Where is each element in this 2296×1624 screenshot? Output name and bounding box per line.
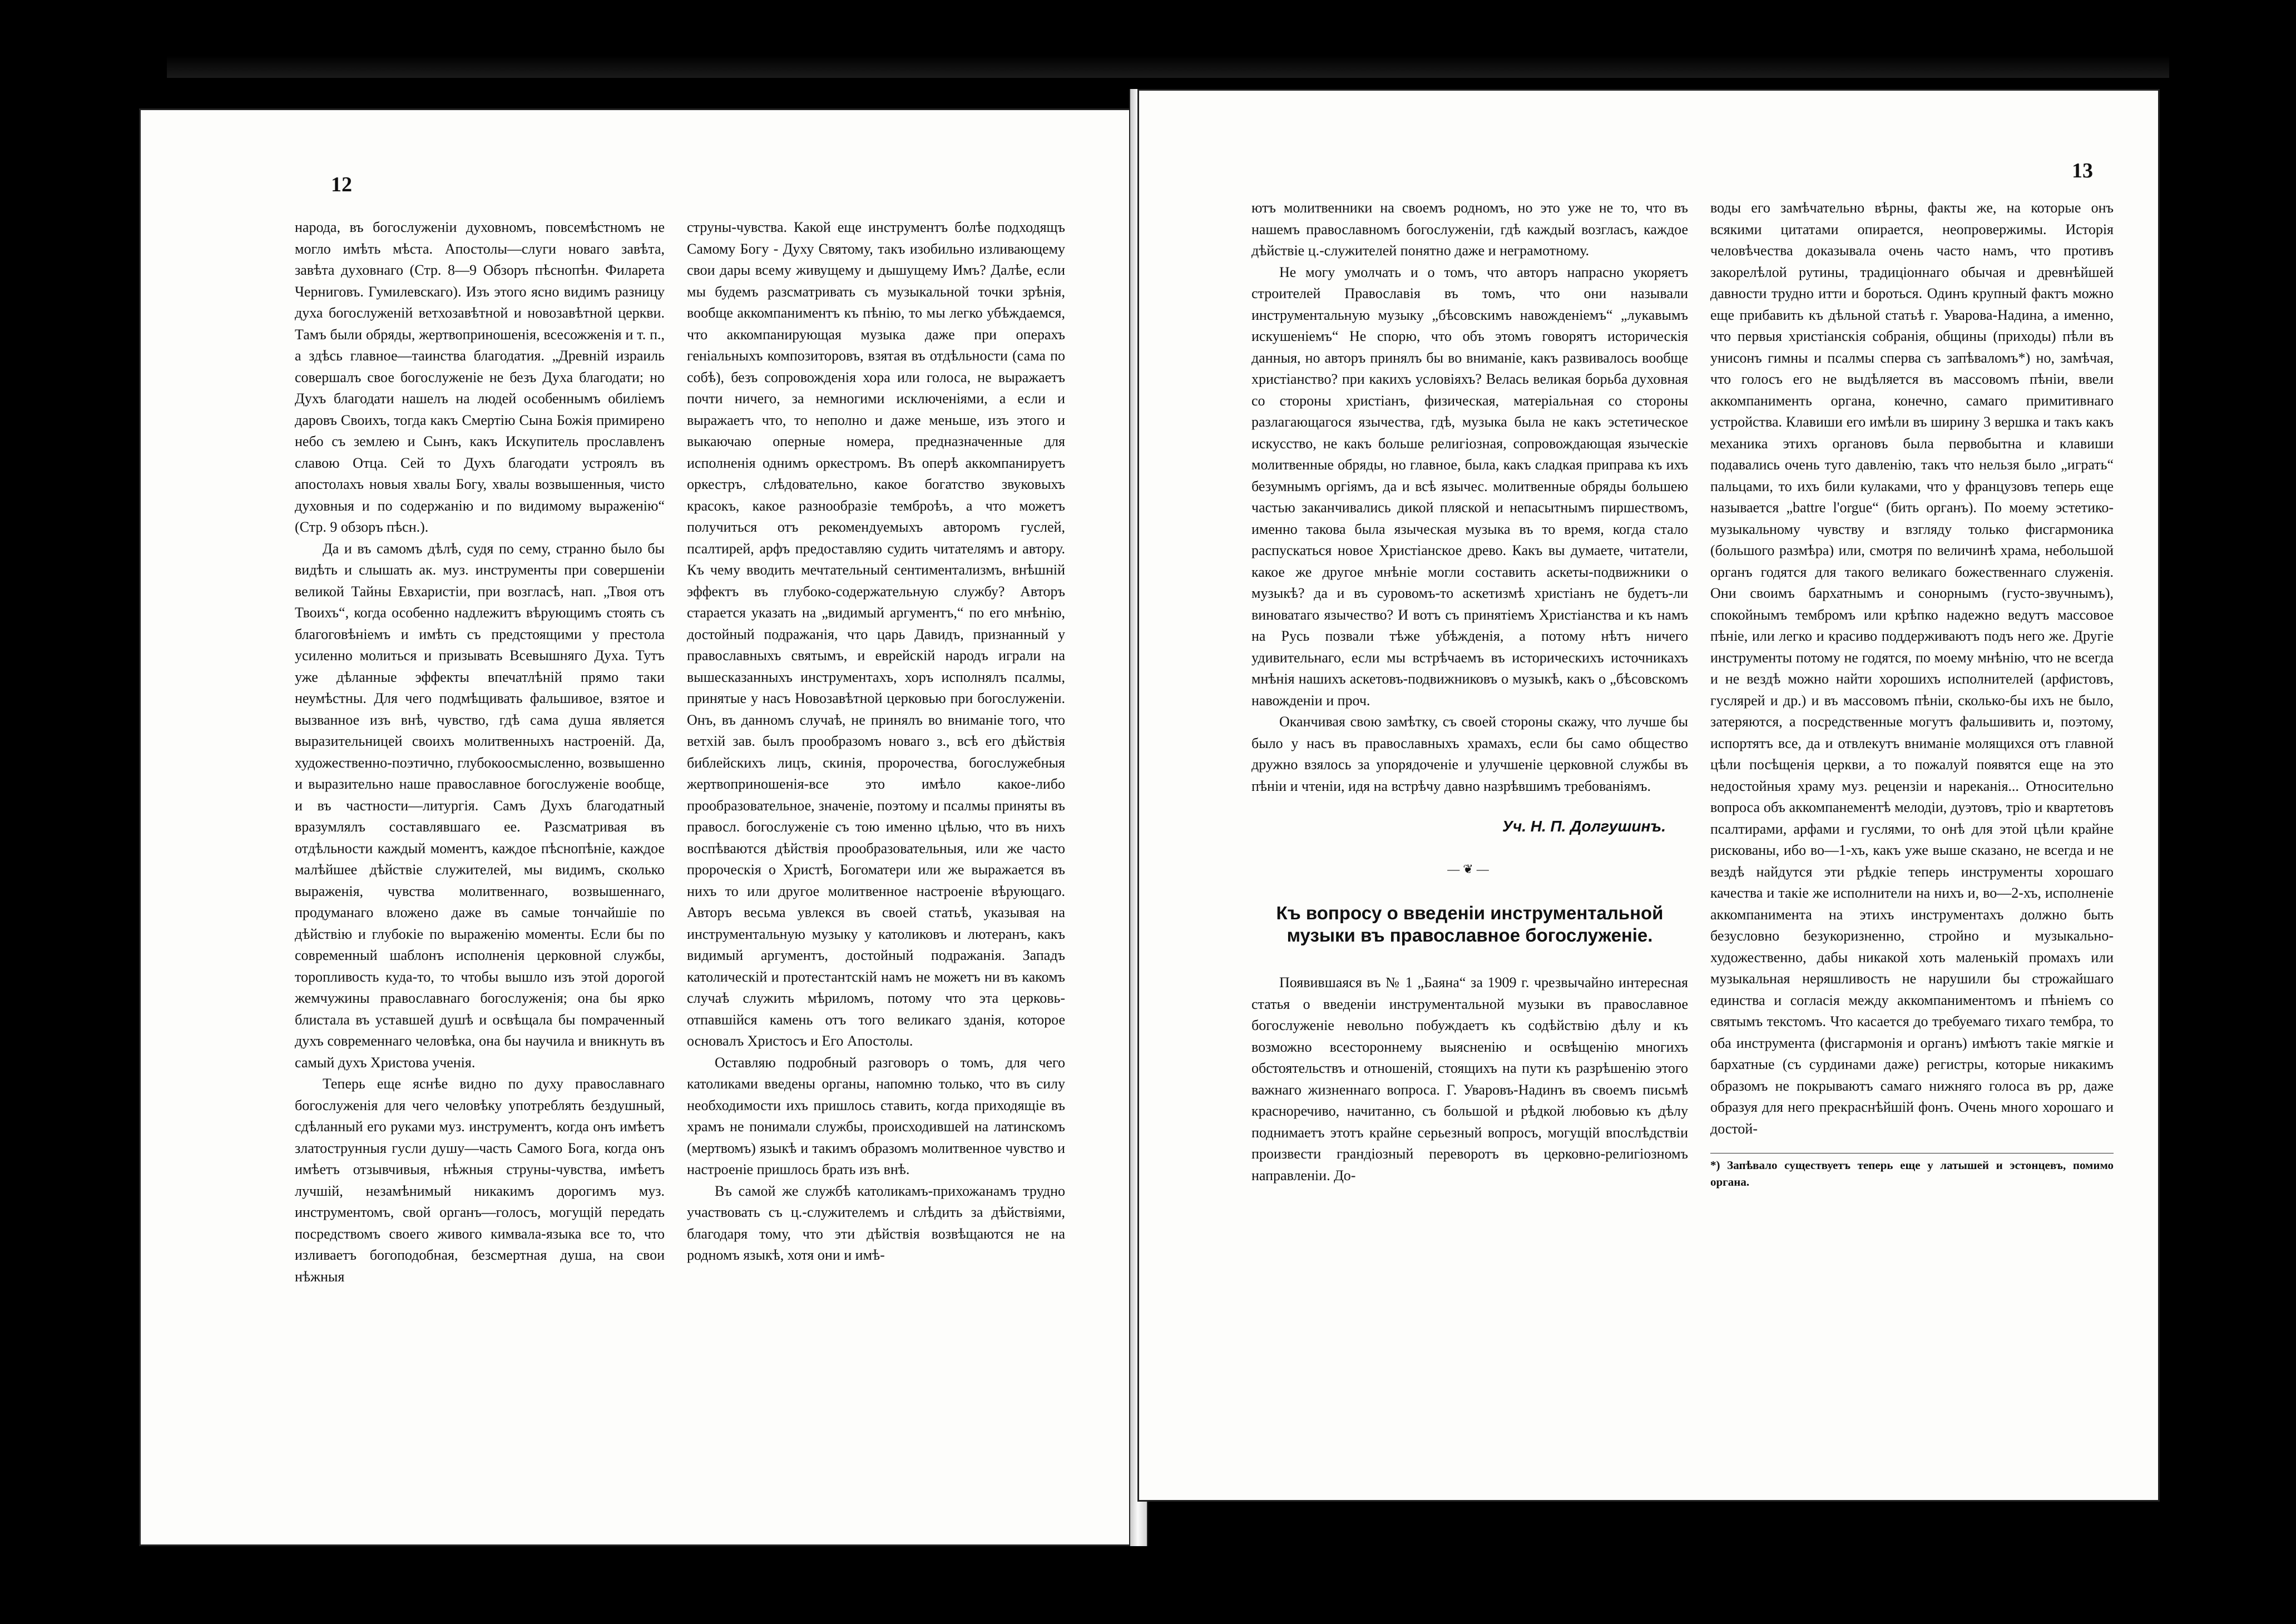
paragraph: Не могу умолчать и о томъ, что авторъ напрасно укоряетъ строителей Православія въ томъ, что они называли инструментальную музыку „бѣсовскимъ навожденіемъ“ „лукавымъ искушеніемъ“ Не спорю, что объ этомъ говорятъ историческія данныя, но авторъ принялъ бы во вниманіе, какъ развивалось вообще христіанство? при какихъ условіяхъ? Велась великая борьба духовная со стороны христіанъ, физическая, матеріальная со стороны разлагающагося язычества, гдѣ, музыка была не какъ эстетическое искусство, не какъ больше религіозная, сопровождающая языческіе молитвенные обряды, но главное, была, какъ сладкая приправа къ ихъ безумнымъ оргіямъ, да и всѣ язычес. молитвенные обряды большею частью заканчивались дикой пляской и непасытнымъ пиршествомъ, именно такова была языческая музыка въ то время, когда стало распускаться новое Христіанское древо. Какъ вы думаете, читатели, какое же другое мнѣніе могли составить аскеты-подвижники о музыкѣ? да и въ суровомъ-то аскетизмѣ христіанъ не будетъ-ли виноватаго язычество? И вотъ съ принятіемъ Христіанства и къ намъ на Русь позвали тѣже убѣжденія, а потому нѣтъ ничего удивительнаго, если мы встрѣчаемъ въ историческихъ источникахъ мнѣнія нашихъ аскетовъ-подвижниковъ о музыкѣ, какъ о „бѣсовскомъ навожденіи и проч. [1251, 264, 1688, 709]
paragraph: Въ самой же службѣ католикамъ-прихожанамъ трудно участвовать съ ц.-служителемъ и слѣдить за дѣйствіями, благодаря тому, что эти дѣйствія возвѣщаются не на родномъ языкѣ, хотя они и имѣ- [687, 1182, 1065, 1263]
right-page [1137, 89, 2160, 1502]
paragraph: струны-чувства. Какой еще инструментъ болѣе подходящъ Самому Богу - Духу Святому, такъ изобильно изливающему свои дары всему живущему и дышущему Имъ? Далѣе, если мы будемъ разсматривать съ музыкальной точки зрѣнія, вообще аккомпаниментъ къ пѣнію, то мы легко убѣждаемся, что аккомпанирующая музыка даже при операхъ геніальныхъ композиторовъ, взятая въ отдѣльности (сама по собѣ), безъ сопровожденія хора или голоса, не выражаетъ почти ничего, за немногими исключеніями, а если и выражаетъ что, то неполно и даже меньше, изъ этого и выкаючаю оперные номера, предназначенные для исполненія однимъ оркестромъ. Въ оперѣ аккомпанируетъ оркестръ, слѣдовательно, какое богатство звуковыхъ красокъ, какое разнообразіе темброѣъ, а что можетъ получиться отъ рекомендуемыхъ авторомъ гуслей, псалтирей, арфъ предоставляю судить читателямъ и автору. Къ чему вводить мечтательный сентиментализмъ, внѣшній эффектъ въ глубоко-содержательную службу? Авторъ старается указать на „видимый аргументъ,“ по его мнѣнію, достойный подражанія, что царь Давидъ, признанный у православныхъ святымъ, и еврейскій народъ играли на вышесказанныхъ инструментахъ, хоръ исполнялъ псалмы, принятые у насъ Новозавѣтной церковью при богослуженіи. Онъ, въ данномъ случаѣ, не принялъ во вниманіе того, что ветхій зав. былъ прообразомъ новаго з., всѣ его дѣйствія библейскихъ лицъ, скинія, пророчества, богослужебныя жертвоприношенія-все это имѣло какое-либо прообразовательное, значеніе, поэтому и псалмы приняты въ правосл. богослуженіе съ тою именно цѣлью, что въ нихъ воспѣваются дѣйствія прообразовательныя, или же часто пророческія о Христѣ, Богоматери или же выражается въ нихъ то или другое молитвенное настроеніе вѣрующаго. Авторъ весьма увлекся въ своей статьѣ, указывая на инструментальную музыку у католиковъ и лютеранъ, какъ видимый аргументъ, достойный подражанія. Западъ католическій и протестантскій намъ не можетъ ни въ какомъ случаѣ служить мѣриломъ, потому что эта церковь-отпавшійся камень отъ того великаго зданія, которое основалъ Христосъ и Его Апостолы. [687, 219, 1065, 1049]
left-page-column-2 [687, 217, 1065, 1266]
footnote: *) Запѣвало существуетъ теперь еще у латышей и эстонцевъ, помимо органа. [1710, 1153, 2114, 1190]
article-heading [1251, 902, 1688, 947]
left-page [139, 108, 1135, 1546]
right-page-column-2 [1710, 197, 2114, 1190]
page-number-right: 13 [2072, 159, 2093, 182]
paragraph: Оставляю подробный разговоръ о томъ, для чего католиками введены органы, напомню только, что въ силу необходимости ихъ пришлось ставить, когда приходящіе въ храмъ не понимали службы, происходившей на латинскомъ (мертвомъ) языкѣ и такимъ образомъ молитвенное чувство и настроеніе пришлось брать изъ внѣ. [687, 1054, 1065, 1177]
article-heading-line-1: Къ вопросу о введеніи инструментальной [1276, 903, 1664, 923]
paragraph: воды его замѣчательно вѣрны, факты же, на которые онъ всякими цитатами опирается, неопровержимы. Исторія человѣчества доказывала очень часто намъ, что противъ закорелѣлой рутины, традиціоннаго обычая и древнѣйшей давности трудно итти и бороться. Одинъ крупный фактъ можно еще прибавить къ дѣльной статьѣ г. Уварова-Надина, а именно, что первыя христіанскія собранія, общины (приходы) пѣли въ унисонъ гимны и псалмы сперва съ запѣваломъ*) но, замѣчая, что голосъ его не выдѣляется въ массовомъ пѣніи, ввели аккомпанименть органа, конечно, самаго примитивнаго устройства. Клавиши его имѣли въ ширину 3 вершка и такъ какъ механика этихъ органовъ была первобытна и клавиши подавались очень туго давленію, такъ что нельзя было „играть“ пальцами, то ихъ били кулаками, что у французовъ теперь еще называется „battre l'orgue“ (бить органъ). По моему эстетико-музыкальному чувству и взгляду только фисгармоника (большого размѣра) или, смотря по величинѣ храма, небольшой органъ годятся для такого великаго божественнаго служенія. Они своимъ бархатнымъ и сонорнымъ (густо-звучнымъ), спокойнымъ тембромъ или крѣпко надежно ведутъ массовое пѣніе, или легко и красиво поддерживаютъ подъ него же. Другіе инструменты потому не годятся, по моему мнѣнію, что не всегда и не вездѣ можно найти хорошихъ исполнителей (арфистовъ, гуслярей и др.) и въ массовомъ пѣніи, сколько-бы ихъ не было, затеряются, а посредственные могутъ фальшивить и, поэтому, испортятъ все, да и отвлекутъ вниманіе молящихся отъ главной цѣли посѣщенія церкви, а то пожалуй появятся еще на это недостойныя храму муз. рецензіи и нареканія... Относительно вопроса объ аккомпанементѣ мелодіи, дуэтовъ, тріо и квартетовъ псалтирами, арфами и гуслями, то онѣ для этой цѣли крайне рискованы, ибо во—1-хъ, какъ уже выше сказано, не всегда и не вездѣ найдутся эти рѣдкіе теперь инструменты хорошаго качества и такіе же исполнители на нихъ и, во—2-хъ, исполненіе аккомпанимента на этихъ инструментахъ должно быть безусловно безукоризненно, стройно и музыкально-художественно, дабы никакой хоть маленькій промахъ или музыкальная неряшливость не нарушили бы строжайшаго единства и согласія между аккомпаниментомъ и пѣніемъ со святымъ текстомъ. Что касается до требуемаго тихаго тембра, то оба инструмента (фисгармонія и органъ) имѣютъ такіе мягкіе и бархатные (съ сурдинами даже) регистры, которые никакимъ образомъ не покрываютъ самаго нижняго голоса въ pp, даже образуя для него прекраснѣйшій фонъ. Очень много хорошаго и достой- [1710, 200, 2114, 1137]
scan-dark-border [167, 56, 2169, 78]
paragraph: Оканчивая свою замѣтку, съ своей стороны скажу, что лучше бы было у насъ въ православныхъ храмахъ, если бы само общество дружно взялось за упорядоченіе и улучшеніе церковной службы въ пѣніи и чтеніи, идя на встрѣчу давно назрѣвшимъ требованіямъ. [1251, 714, 1688, 794]
left-page-column-1 [295, 217, 665, 1288]
paragraph: народа, въ богослуженіи духовномъ, повсемѣстномъ не могло имѣть мѣста. Апостолы—слуги новаго завѣта, завѣта духовнаго (Стр. 8—9 Обзоръ пѣснопѣн. Филарета Черниговъ. Гумилевскаго). Изъ этого ясно видимъ разницу духа богослуженій ветхозавѣтной и новозавѣтной церкви. Тамъ были обряды, жертвоприношенія, всесожженія и т. п., а здѣсь главное—таинства благодатия. „Древній израиль совершалъ свое богослуженіе не безъ Духа благодати; но Духъ благодати нашелъ на людей особеннымъ обиліемъ даровъ Своихъ, тогда какъ Смертію Сына Божія примирено небо съ землею и Сынъ, какъ Искупитель прославленъ славою Отца. Сей то Духъ благодати устроялъ въ апостолахъ новыя хвалы Богу, хвалы возвышенныя, чисто духовныя и по содержанію и по видимому выраженію“ (Стр. 9 обзоръ пѣсн.). [295, 219, 665, 535]
author-signature: Уч. Н. П. Долгушинъ. [1502, 818, 1666, 835]
article-heading-line-2: музыки въ православное богослуженіе. [1286, 925, 1653, 945]
paragraph: Да и въ самомъ дѣлѣ, судя по сему, странно было бы видѣть и слышать ак. муз. инструменты при совершеніи великой Тайны Евхаристіи, при возгласѣ, нап. „Твоя отъ Твоихъ“, когда особенно надлежитъ вѣрующимъ стоять съ благоговѣніемъ и имѣть съ предстоящими у престола усиленно молиться и призывать Всевышняго Духа. Тутъ уже дѣланные эффекты впечатлѣній прямо таки неумѣстны. Для чего подмѣщивать фальшивое, взятое и вызванное изъ внѣ, чувство, гдѣ сама душа является выразительницей своихъ молитвенныхъ настроеній. Да, художественно-поэтично, глубокоосмысленно, возвышенно и выразительно наше православное богослуженіе вообще, и въ частности—литургія. Самъ Духъ благодатный вразумлялъ составлявшаго ее. Разсматривая въ отдѣльности каждый моментъ, каждое пѣснопѣніе, каждое малѣйшее дѣйствіе служителей, мы видимъ, сколько выраженія, чувства молитвеннаго, возвышеннаго, продуманаго вложено даже въ самые тончайшіе по дѣйствію и глубокіе по выраженію моменты. Если бы по современный шаблонъ исполненія церковной службы, торопливость куда-то, то чтобы вышло изъ этой дорогой жемчужины православнаго богослуженія; она бы ярко блистала въ уставшей душѣ и освѣщала бы помраченный духъ современнаго человѣка, она бы научила и вникнуть въ самый духъ Христова ученія. [295, 540, 665, 1071]
paragraph: Теперь еще яснѣе видно по духу православнаго богослуженія для чего человѣку употреблять бездушный, сдѣланный его руками муз. инструментъ, когда онъ имѣетъ златострунныя гусли душу—часть Самого Бога, когда онъ имѣетъ отзывчивыя, нѣжныя струны-чувства, имѣетъ лучшій, незамѣнимый никакимъ дорогимъ муз. инструментомъ, свой органъ—голосъ, могущій передать посредствомъ своего живого кимвала-языка все то, что изливаетъ богоподобная, безсмертная душа, на свои нѣжныя [295, 1076, 665, 1285]
section-divider-ornament: —❦— [1447, 861, 1492, 876]
right-page-column-1 [1251, 197, 1688, 1186]
paragraph: ютъ молитвенники на своемъ родномъ, но это уже не то, что въ нашемъ православномъ богослуженіи, гдѣ каждый возгласъ, каждое дѣйствіе ц.-служителей понятно даже и неграмотному. [1251, 200, 1688, 259]
page-number-left: 12 [331, 173, 352, 196]
paragraph: Появившаяся въ № 1 „Баяна“ за 1909 г. чрезвычайно интересная статья о введеніи инструментальной музыки въ православное богослуженіе невольно побуждаетъ къ содѣйствію дѣлу и къ возможно всестороннему выясненію и освѣщенію многихъ обстоятельствъ и отношеній, стоящихъ на пути къ разрѣшенію этого важнаго жизненнаго вопроса. Г. Уваровъ-Надинъ въ своемъ письмѣ красноречиво, начитанно, съ большой и рѣдкой любовью къ дѣлу поднимаетъ этотъ крайне серьезный вопросъ, могущій впослѣдствіи произвести грандіозный переворотъ въ церковно-религіозномъ направленіи. До- [1251, 974, 1688, 1184]
